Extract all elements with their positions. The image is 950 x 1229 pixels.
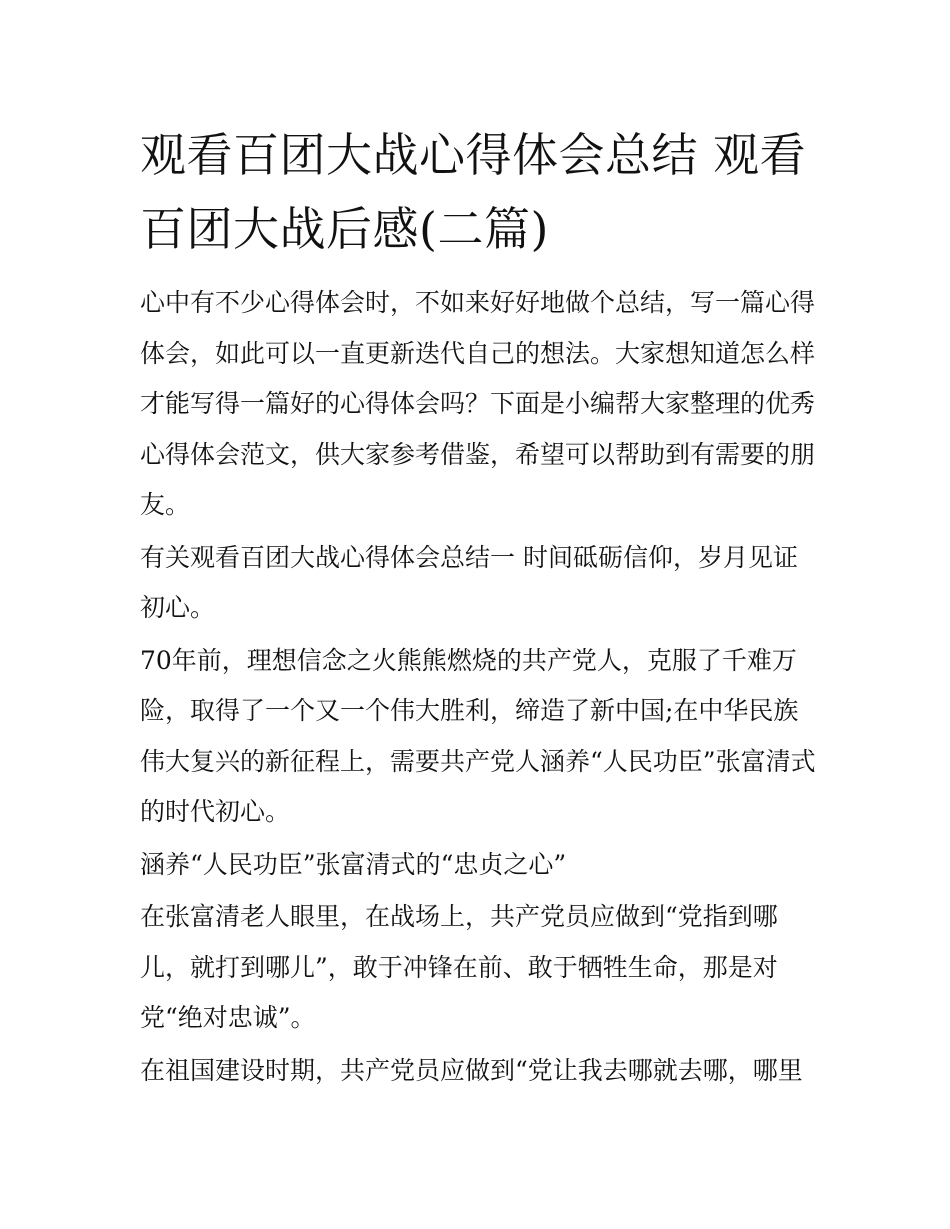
document-title: 观看百团大战心得体会总结 观看百团大战后感(二篇) <box>140 128 807 256</box>
body-paragraph-truncated: 在祖国建设时期，共产党员应做到“党让我去哪就去哪，哪里 <box>140 1055 803 1085</box>
document-body <box>140 118 820 1098</box>
body-paragraph: 在张富清老人眼里，在战场上，共产党员应做到“党指到哪儿，就打到哪儿”，敢于冲锋在前、敢于牺牲生命，那是对党“绝对忠诚”。 <box>140 902 778 1032</box>
body-paragraph: 70年前，理想信念之火熊熊燃烧的共产党人，克服了千难万险，取得了一个又一个伟大胜利，缔造了新中国;在中华民族伟大复兴的新征程上，需要共产党人涵养“人民功臣”张富清式的时代初心。 <box>140 645 816 826</box>
subheading-paragraph: 涵养“人民功臣”张富清式的“忠贞之心” <box>140 849 567 879</box>
section-heading-paragraph: 有关观看百团大战心得体会总结一 时间砥砺信仰，岁月见证初心。 <box>140 542 798 622</box>
intro-paragraph: 心中有不少心得体会时，不如来好好地做个总结，写一篇心得体会，如此可以一直更新迭代自己的想法。大家想知道怎么样才能写得一篇好的心得体会吗？下面是小编帮大家整理的优秀心得体会范文，供大家参考借鉴，希望可以帮助到有需要的朋友。 <box>140 288 816 519</box>
